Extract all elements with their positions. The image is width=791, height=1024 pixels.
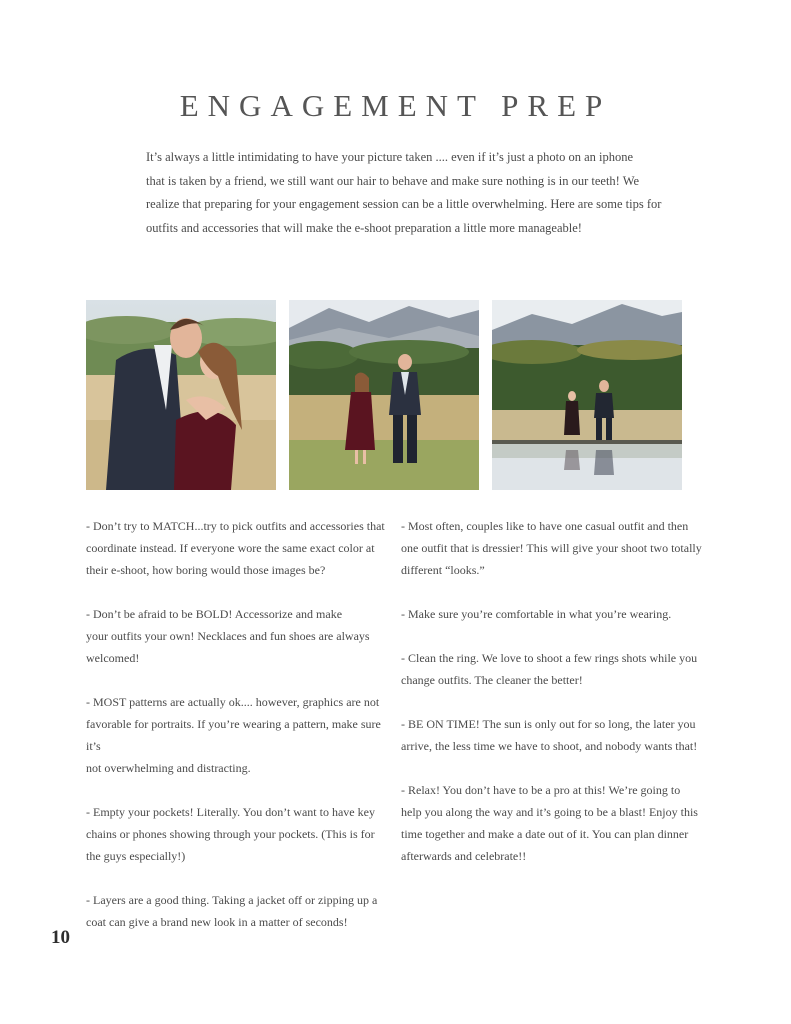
couple-reflection-pond-photo — [492, 300, 682, 490]
photo-illustration — [86, 300, 276, 490]
photo-illustration — [289, 300, 479, 490]
page-number: 10 — [51, 927, 70, 948]
intro-line: It’s always a little intimidating to have your picture taken .... even if it’s just a photo on an iphone — [146, 150, 634, 164]
page-title: ENGAGEMENT PREP — [179, 88, 612, 123]
tips-left-column — [86, 515, 391, 955]
tip-item: - Clean the ring. We love to shoot a few rings shots while you change outfits. The cleaner the better! — [401, 651, 698, 687]
photo-illustration — [492, 300, 682, 490]
tip-item: - Most often, couples like to have one casual outfit and then one outfit that is dressier! This will give your shoot two totally different “looks.” — [401, 519, 702, 577]
tip-item: - Relax! You don’t have to be a pro at this! We’re going to help you along the way and it’s going to be a blast! Enjoy this time together and make a date out of it. You can plan dinner afterwards and celebrate!! — [401, 783, 698, 863]
couple-close-embrace-photo — [86, 300, 276, 490]
intro-line: outfits and accessories that will make the e-shoot preparation a little more manageable! — [146, 220, 582, 235]
tip-item: - BE ON TIME! The sun is only out for so long, the later you arrive, the less time we have to shoot, and nobody wants that! — [401, 717, 698, 753]
tip-item: - Empty your pockets! Literally. You don’t want to have key chains or phones showing through your pockets. (This is for the guys especially!) — [86, 805, 375, 863]
couple-standing-field-photo — [289, 300, 479, 490]
tip-item: - Don’t be afraid to be BOLD! Accessorize and make your outfits your own! Necklaces and fun shoes are always welcomed! — [86, 607, 370, 665]
tip-item: - Make sure you’re comfortable in what you’re wearing. — [401, 607, 672, 621]
intro-paragraph — [146, 146, 662, 240]
tip-item: - Layers are a good thing. Taking a jacket off or zipping up a coat can give a brand new look in a matter of seconds! — [86, 893, 378, 929]
intro-line: realize that preparing for your engagement session can be a little overwhelming. Here are some tips for — [146, 197, 662, 211]
tip-item: - Don’t try to MATCH...try to pick outfits and accessories that coordinate instead. If everyone wore the same exact color at their e-shoot, how boring would those images be? — [86, 519, 385, 577]
tip-item: - MOST patterns are actually ok.... however, graphics are not favorable for portraits. If you’re wearing a pattern, make sure it’s not overwhelming and distracting. — [86, 695, 381, 775]
intro-line: that is taken by a friend, we still want our hair to behave and make sure nothing is in our teeth! We — [146, 173, 640, 188]
tips-right-column — [401, 515, 711, 889]
